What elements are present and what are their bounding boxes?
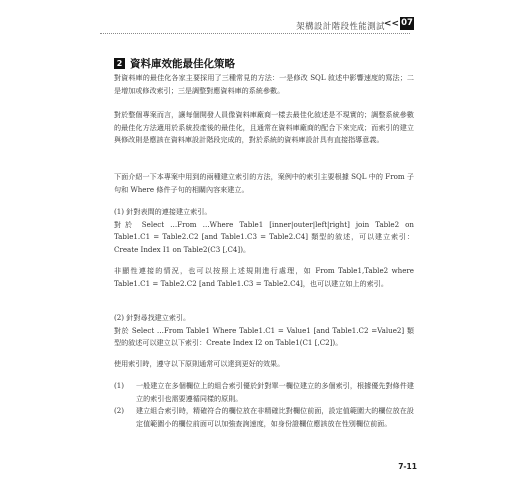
chevron-left-icon: << (383, 19, 399, 29)
paragraph-4 (114, 206, 414, 256)
list-heading-2: (2) 針對尋找建立索引。 (114, 313, 191, 322)
paragraph-6 (114, 312, 414, 350)
paragraph-2: 對於整個專案而言，讓每個開發人員像資料庫廠商一樣去最佳化敘述是不現實的；調整系統參數的最佳化方法適用於系統投產後的最佳化，且通常在資料庫廠商的配合下來完成；而索引的建立與修改則是應該在資料庫設計階段完成的，對於系統的資料庫設計具有直接指導意義。 (114, 110, 414, 145)
section-title: 資料庫效能最佳化策略 (130, 58, 235, 70)
running-header-title: 架構設計階段性能測試 (296, 21, 385, 31)
list-heading-1: (1) 針對表間的連接建立索引。 (114, 207, 212, 216)
paragraph-7: 使用索引時，遵守以下原則通常可以達到更好的效果。 (114, 359, 285, 368)
list-body-2: 對於 Select …From Table1 Where Table1.C1 = Value1 [and Table1.C2 =Value2] 類型的敘述可以建立以下索引：Create Index I2 on Table1(C1 [,C2])。 (114, 325, 414, 348)
paragraph-5: 非顯性連接的情況，也可以按照上述規則進行處理，如 From Table1,Table2 where Table1.C1 = Table2.C2 [and Table1.C3 = Table2.C4]，也可以建立如上的索引。 (114, 266, 414, 288)
list-item-text: 一般建立在多個欄位上的組合索引優於針對單一欄位建立的多個索引，根據優先對條件建立的索引也需要遵循同樣的原則。 (136, 381, 414, 403)
list-item-number: (2) (114, 406, 125, 416)
list-item (114, 405, 414, 430)
list-item (114, 380, 414, 405)
list-item-number: (1) (114, 381, 125, 390)
list-body-1: 對於 Select …From …Where Table1 [inner|outer|left|right] join Table2 on Table1.C1 = Table2.C2 [and Table1.C3 = Table2.C4] 類型的敘述，可以建立索引：Create Index I1 on Table2(C3 [,C4])。 (114, 219, 414, 254)
page-number: 7-11 (398, 462, 417, 471)
rules-list (114, 380, 414, 430)
section-number-badge: 2 (114, 58, 125, 69)
paragraph-3: 下面介紹一下本專案中用到的兩種建立索引的方法，案例中的索引主要根據 SQL 中的 From 子句和 Where 條件子句的相關內容來建立。 (114, 172, 414, 194)
section-heading (114, 56, 235, 71)
chapter-badge: 07 (401, 18, 413, 28)
list-item-text: 建立組合索引時，精確符合的欄位放在非精確比對欄位前面，設定值範圍大的欄位放在設定值範圍小的欄位前面可以加強查詢速度，如身份證欄位應該放在性別欄位前面。 (136, 406, 414, 428)
paragraph-1: 對資料庫的最佳化各家主要採用了三種常見的方法：一是修改 SQL 敘述中影響速度的寫法；二是增加或修改索引；三是調整對應資料庫的系統參數。 (114, 73, 414, 95)
